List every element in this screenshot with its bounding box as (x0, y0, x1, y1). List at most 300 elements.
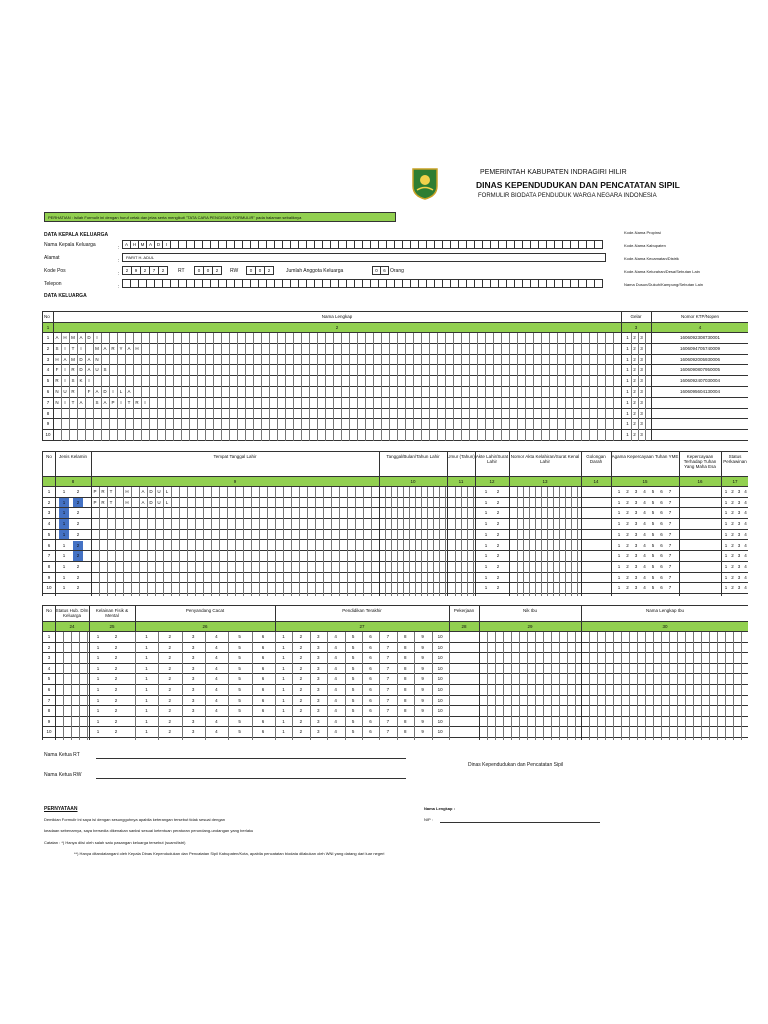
pendidikan-option[interactable]: 1 (282, 644, 285, 650)
pendidikan-option[interactable]: 7 (386, 665, 390, 671)
cacat-option[interactable]: 3 (191, 718, 195, 724)
gelar-option[interactable]: 2 (633, 410, 636, 416)
agama-option[interactable]: 4 (643, 542, 646, 548)
status-option[interactable]: 1 (724, 510, 728, 516)
cacat-option[interactable]: 3 (191, 634, 195, 639)
pendidikan-option[interactable]: 2 (299, 708, 303, 714)
pendidikan-option[interactable]: 2 (299, 697, 303, 703)
gender-option-1[interactable]: 1 (62, 542, 66, 548)
pendidikan-option[interactable]: 4 (334, 697, 337, 703)
pendidikan-option[interactable]: 6 (369, 655, 372, 661)
char-box[interactable]: 2 (264, 266, 274, 275)
pendidikan-option[interactable]: 5 (351, 697, 355, 703)
pendidikan-option[interactable]: 3 (317, 655, 320, 661)
agama-option[interactable]: 6 (660, 499, 663, 505)
cacat-option[interactable]: 1 (145, 676, 148, 682)
gender-option-2[interactable]: 2 (76, 521, 80, 527)
akte-option[interactable]: 2 (496, 521, 500, 527)
status-option[interactable]: 2 (731, 574, 734, 580)
status-option[interactable]: 3 (737, 499, 741, 505)
pendidikan-option[interactable]: 6 (369, 687, 372, 692)
char-box[interactable]: 0 (203, 266, 213, 275)
agama-option[interactable]: 7 (668, 521, 672, 527)
akte-option[interactable]: 2 (496, 531, 500, 537)
akte-option[interactable]: 2 (496, 542, 500, 548)
pendidikan-option[interactable]: 1 (282, 676, 285, 682)
cacat-option[interactable]: 6 (261, 697, 265, 703)
agama-option[interactable]: 4 (643, 489, 646, 494)
gelar-option[interactable]: 2 (633, 389, 636, 394)
pendidikan-option[interactable]: 8 (404, 729, 407, 735)
cacat-option[interactable]: 3 (191, 729, 195, 735)
agama-option[interactable]: 4 (643, 553, 646, 559)
gelar-option[interactable]: 1 (626, 378, 629, 384)
agama-option[interactable]: 1 (617, 499, 621, 505)
status-option[interactable]: 3 (737, 510, 741, 516)
status-option[interactable]: 3 (737, 521, 741, 527)
pendidikan-option[interactable]: 6 (369, 718, 372, 724)
pendidikan-option[interactable]: 10 (437, 729, 443, 735)
gelar-option[interactable]: 3 (640, 421, 643, 427)
pendidikan-option[interactable]: 3 (317, 687, 320, 692)
cacat-option[interactable]: 6 (261, 634, 265, 639)
pendidikan-option[interactable]: 10 (437, 665, 443, 671)
pendidikan-option[interactable]: 10 (437, 697, 443, 703)
akte-option[interactable]: 1 (484, 542, 488, 548)
status-option[interactable]: 1 (724, 574, 728, 580)
char-box[interactable]: D (154, 240, 163, 249)
agama-option[interactable]: 2 (626, 499, 629, 505)
gelar-option[interactable]: 1 (626, 345, 629, 351)
gelar-option[interactable]: 1 (626, 389, 629, 394)
agama-option[interactable]: 4 (643, 574, 646, 580)
cacat-option[interactable]: 5 (238, 634, 241, 639)
pendidikan-option[interactable]: 2 (299, 665, 303, 671)
pendidikan-option[interactable]: 9 (421, 676, 424, 682)
pendidikan-option[interactable]: 9 (421, 665, 424, 671)
char-box[interactable]: 2 (158, 266, 168, 275)
pendidikan-option[interactable]: 5 (351, 634, 355, 639)
pendidikan-option[interactable]: 10 (437, 634, 443, 639)
kelainan-option[interactable]: 1 (96, 676, 100, 682)
gelar-option[interactable]: 3 (640, 432, 643, 438)
pendidikan-option[interactable]: 7 (386, 655, 390, 661)
akte-option[interactable]: 2 (496, 510, 500, 516)
cacat-option[interactable]: 4 (215, 708, 218, 714)
cacat-option[interactable]: 5 (238, 697, 241, 703)
pendidikan-option[interactable]: 7 (386, 708, 390, 714)
char-box[interactable]: 6 (380, 266, 389, 275)
kelainan-option[interactable]: 2 (114, 697, 118, 703)
cacat-option[interactable]: 1 (145, 644, 148, 650)
cacat-option[interactable]: 3 (191, 655, 195, 661)
cacat-option[interactable]: 2 (168, 708, 172, 714)
agama-option[interactable]: 5 (651, 521, 655, 527)
pendidikan-option[interactable]: 8 (404, 697, 407, 703)
gender-option-1[interactable]: 1 (59, 530, 69, 540)
agama-option[interactable]: 6 (660, 563, 663, 569)
agama-option[interactable]: 1 (617, 542, 621, 548)
pendidikan-option[interactable]: 8 (404, 676, 407, 682)
status-option[interactable]: 3 (737, 542, 741, 548)
pendidikan-option[interactable]: 6 (369, 676, 372, 682)
pendidikan-option[interactable]: 8 (404, 718, 407, 724)
kelainan-option[interactable]: 1 (96, 697, 100, 703)
status-option[interactable]: 2 (731, 585, 734, 591)
agama-option[interactable]: 4 (643, 521, 646, 527)
agama-option[interactable]: 2 (626, 489, 629, 494)
akte-option[interactable]: 2 (496, 489, 500, 494)
cacat-option[interactable]: 4 (215, 665, 218, 671)
akte-option[interactable]: 2 (496, 563, 500, 569)
status-option[interactable]: 1 (724, 489, 728, 494)
agama-option[interactable]: 2 (626, 542, 629, 548)
pendidikan-option[interactable]: 5 (351, 687, 355, 692)
gender-option-2[interactable]: 2 (73, 498, 83, 508)
pendidikan-option[interactable]: 10 (437, 655, 443, 661)
cacat-option[interactable]: 6 (261, 644, 265, 650)
gelar-option[interactable]: 3 (640, 378, 643, 384)
agama-option[interactable]: 5 (651, 499, 655, 505)
agama-option[interactable]: 3 (634, 499, 638, 505)
pendidikan-option[interactable]: 10 (437, 687, 443, 692)
pendidikan-option[interactable]: 9 (421, 729, 424, 735)
akte-option[interactable]: 1 (484, 521, 488, 527)
kelainan-option[interactable]: 2 (114, 687, 118, 692)
cacat-option[interactable]: 6 (261, 708, 265, 714)
agama-option[interactable]: 5 (651, 542, 655, 548)
char-box[interactable]: A (146, 240, 155, 249)
pendidikan-option[interactable]: 2 (299, 676, 303, 682)
status-option[interactable]: 3 (737, 531, 741, 537)
pendidikan-option[interactable]: 9 (421, 644, 424, 650)
char-box[interactable]: 2 (140, 266, 150, 275)
pendidikan-option[interactable]: 6 (369, 644, 372, 650)
cacat-option[interactable]: 1 (145, 708, 148, 714)
agama-option[interactable]: 2 (626, 585, 629, 591)
agama-option[interactable]: 7 (668, 510, 672, 516)
cacat-option[interactable]: 2 (168, 729, 172, 735)
pendidikan-option[interactable]: 7 (386, 634, 390, 639)
char-box[interactable]: 2 (122, 266, 132, 275)
agama-option[interactable]: 1 (617, 574, 621, 580)
status-option[interactable]: 4 (744, 499, 747, 505)
agama-option[interactable]: 7 (668, 563, 672, 569)
char-box[interactable]: M (138, 240, 147, 249)
pendidikan-option[interactable]: 2 (299, 718, 303, 724)
agama-option[interactable]: 5 (651, 553, 655, 559)
gender-option-2[interactable]: 2 (76, 531, 80, 537)
status-option[interactable]: 1 (724, 585, 728, 591)
char-box[interactable]: 7 (149, 266, 159, 275)
status-option[interactable]: 2 (731, 553, 734, 559)
gelar-option[interactable]: 1 (626, 367, 629, 373)
pendidikan-option[interactable]: 8 (404, 665, 407, 671)
gender-option-2[interactable]: 2 (76, 574, 80, 580)
cacat-option[interactable]: 4 (215, 697, 218, 703)
pendidikan-option[interactable]: 6 (369, 634, 372, 639)
char-box[interactable] (594, 279, 603, 288)
pendidikan-option[interactable]: 8 (404, 634, 407, 639)
cacat-option[interactable]: 5 (238, 665, 241, 671)
agama-option[interactable]: 2 (626, 521, 629, 527)
agama-option[interactable]: 1 (617, 489, 621, 494)
pendidikan-option[interactable]: 10 (437, 708, 443, 714)
akte-option[interactable]: 2 (496, 574, 500, 580)
gender-option-1[interactable]: 1 (62, 574, 66, 580)
pendidikan-option[interactable]: 4 (334, 729, 337, 735)
cacat-option[interactable]: 5 (238, 729, 241, 735)
pendidikan-option[interactable]: 9 (421, 718, 424, 724)
pendidikan-option[interactable]: 4 (334, 665, 337, 671)
cacat-option[interactable]: 1 (145, 655, 148, 661)
gelar-option[interactable]: 2 (633, 378, 636, 384)
status-option[interactable]: 4 (744, 542, 747, 548)
status-option[interactable]: 4 (744, 521, 747, 527)
char-box[interactable]: A (122, 240, 131, 249)
status-option[interactable]: 2 (731, 521, 734, 527)
telepon-boxes[interactable] (122, 279, 606, 289)
status-option[interactable]: 3 (737, 574, 741, 580)
cacat-option[interactable]: 2 (168, 676, 172, 682)
agama-option[interactable]: 3 (634, 489, 638, 494)
gelar-option[interactable]: 3 (640, 335, 643, 340)
pendidikan-option[interactable]: 3 (317, 697, 320, 703)
gelar-option[interactable]: 1 (626, 335, 629, 340)
agama-option[interactable]: 4 (643, 499, 646, 505)
pendidikan-option[interactable]: 4 (334, 687, 337, 692)
pendidikan-option[interactable]: 3 (317, 729, 320, 735)
agama-option[interactable]: 7 (668, 585, 672, 591)
agama-option[interactable]: 3 (634, 574, 638, 580)
agama-option[interactable]: 1 (617, 510, 621, 516)
cacat-option[interactable]: 2 (168, 697, 172, 703)
agama-option[interactable]: 7 (668, 542, 672, 548)
pendidikan-option[interactable]: 7 (386, 687, 390, 692)
pendidikan-option[interactable]: 2 (299, 729, 303, 735)
pendidikan-option[interactable]: 1 (282, 634, 285, 639)
kelainan-option[interactable]: 2 (114, 665, 118, 671)
char-box[interactable]: 9 (131, 266, 141, 275)
gelar-option[interactable]: 3 (640, 356, 643, 362)
akte-option[interactable]: 1 (484, 489, 488, 494)
agama-option[interactable]: 2 (626, 563, 629, 569)
pendidikan-option[interactable]: 5 (351, 708, 355, 714)
pendidikan-option[interactable]: 2 (299, 687, 303, 692)
agama-option[interactable]: 1 (617, 531, 621, 537)
gender-option-2[interactable]: 2 (76, 489, 80, 494)
cacat-option[interactable]: 3 (191, 697, 195, 703)
agama-option[interactable]: 6 (660, 489, 663, 494)
agama-option[interactable]: 3 (634, 542, 638, 548)
cacat-option[interactable]: 4 (215, 634, 218, 639)
char-box[interactable] (594, 240, 603, 249)
pendidikan-option[interactable]: 4 (334, 708, 337, 714)
agama-option[interactable]: 3 (634, 531, 638, 537)
status-option[interactable]: 3 (737, 553, 741, 559)
agama-option[interactable]: 5 (651, 585, 655, 591)
gelar-option[interactable]: 2 (633, 356, 636, 362)
pendidikan-option[interactable]: 3 (317, 665, 320, 671)
agama-option[interactable]: 5 (651, 574, 655, 580)
akte-option[interactable]: 1 (484, 510, 488, 516)
status-option[interactable]: 4 (744, 510, 747, 516)
pendidikan-option[interactable]: 6 (369, 697, 372, 703)
status-option[interactable]: 4 (744, 531, 747, 537)
cacat-option[interactable]: 1 (145, 718, 148, 724)
pendidikan-option[interactable]: 2 (299, 644, 303, 650)
pendidikan-option[interactable]: 3 (317, 708, 320, 714)
gender-option-2[interactable]: 2 (73, 541, 83, 551)
status-option[interactable]: 2 (731, 510, 734, 516)
status-option[interactable]: 3 (737, 563, 741, 569)
cacat-option[interactable]: 5 (238, 708, 241, 714)
cacat-option[interactable]: 6 (261, 676, 265, 682)
pendidikan-option[interactable]: 4 (334, 718, 337, 724)
char-box[interactable]: H (130, 240, 139, 249)
pendidikan-option[interactable]: 8 (404, 655, 407, 661)
agama-option[interactable]: 7 (668, 499, 672, 505)
pendidikan-option[interactable]: 7 (386, 729, 390, 735)
pendidikan-option[interactable]: 7 (386, 718, 390, 724)
cacat-option[interactable]: 2 (168, 687, 172, 692)
pendidikan-option[interactable]: 4 (334, 655, 337, 661)
pendidikan-option[interactable]: 4 (334, 634, 337, 639)
status-option[interactable]: 4 (744, 574, 747, 580)
pendidikan-option[interactable]: 7 (386, 697, 390, 703)
gender-option-1[interactable]: 1 (62, 489, 66, 494)
gender-option-1[interactable]: 1 (62, 553, 66, 559)
pendidikan-option[interactable]: 10 (437, 644, 443, 650)
pendidikan-option[interactable]: 6 (369, 665, 372, 671)
gelar-option[interactable]: 1 (626, 356, 629, 362)
pendidikan-option[interactable]: 1 (282, 655, 285, 661)
agama-option[interactable]: 7 (668, 574, 672, 580)
status-option[interactable]: 4 (744, 585, 747, 591)
pendidikan-option[interactable]: 1 (282, 729, 285, 735)
cacat-option[interactable]: 5 (238, 676, 241, 682)
akte-option[interactable]: 1 (484, 499, 488, 505)
pendidikan-option[interactable]: 7 (386, 644, 390, 650)
status-option[interactable]: 1 (724, 563, 728, 569)
gelar-option[interactable]: 1 (626, 432, 629, 438)
char-box[interactable]: 0 (194, 266, 204, 275)
pendidikan-option[interactable]: 5 (351, 718, 355, 724)
pendidikan-option[interactable]: 7 (386, 676, 390, 682)
agama-option[interactable]: 1 (617, 521, 621, 527)
cacat-option[interactable]: 4 (215, 676, 218, 682)
kelainan-option[interactable]: 2 (114, 718, 118, 724)
cacat-option[interactable]: 3 (191, 687, 195, 692)
akte-option[interactable]: 1 (484, 553, 488, 559)
cacat-option[interactable]: 6 (261, 718, 265, 724)
agama-option[interactable]: 4 (643, 531, 646, 537)
kelainan-option[interactable]: 2 (114, 655, 118, 661)
agama-option[interactable]: 7 (668, 531, 672, 537)
pendidikan-option[interactable]: 10 (437, 676, 443, 682)
gelar-option[interactable]: 3 (640, 389, 643, 394)
agama-option[interactable]: 6 (660, 585, 663, 591)
gender-option-1[interactable]: 1 (59, 498, 69, 508)
pendidikan-option[interactable]: 4 (334, 676, 337, 682)
pendidikan-option[interactable]: 9 (421, 655, 424, 661)
agama-option[interactable]: 6 (660, 510, 663, 516)
status-option[interactable]: 2 (731, 563, 734, 569)
gender-option-1[interactable]: 1 (59, 519, 69, 529)
pendidikan-option[interactable]: 6 (369, 708, 372, 714)
gelar-option[interactable]: 2 (633, 421, 636, 427)
agama-option[interactable]: 5 (651, 563, 655, 569)
cacat-option[interactable]: 6 (261, 687, 265, 692)
agama-option[interactable]: 3 (634, 563, 638, 569)
cacat-option[interactable]: 4 (215, 729, 218, 735)
pendidikan-option[interactable]: 1 (282, 708, 285, 714)
char-box[interactable]: 0 (246, 266, 256, 275)
status-option[interactable]: 1 (724, 553, 728, 559)
status-option[interactable]: 2 (731, 542, 734, 548)
kelainan-option[interactable]: 2 (114, 676, 118, 682)
char-box[interactable]: I (162, 240, 171, 249)
cacat-option[interactable]: 6 (261, 665, 265, 671)
kelainan-option[interactable]: 1 (96, 687, 100, 692)
pendidikan-option[interactable]: 5 (351, 676, 355, 682)
status-option[interactable]: 4 (744, 563, 747, 569)
gelar-option[interactable]: 2 (633, 335, 636, 340)
char-box[interactable]: 0 (255, 266, 265, 275)
agama-option[interactable]: 3 (634, 585, 638, 591)
pendidikan-option[interactable]: 10 (437, 718, 443, 724)
pendidikan-option[interactable]: 5 (351, 655, 355, 661)
status-option[interactable]: 1 (724, 542, 728, 548)
cacat-option[interactable]: 6 (261, 655, 265, 661)
cacat-option[interactable]: 1 (145, 697, 148, 703)
status-option[interactable]: 3 (737, 585, 741, 591)
status-option[interactable]: 2 (731, 531, 734, 537)
pendidikan-option[interactable]: 3 (317, 644, 320, 650)
cacat-option[interactable]: 3 (191, 644, 195, 650)
pendidikan-option[interactable]: 5 (351, 644, 355, 650)
gelar-option[interactable]: 1 (626, 421, 629, 427)
pendidikan-option[interactable]: 4 (334, 644, 337, 650)
status-option[interactable]: 1 (724, 521, 728, 527)
akte-option[interactable]: 1 (484, 585, 488, 591)
cacat-option[interactable]: 4 (215, 644, 218, 650)
gelar-option[interactable]: 3 (640, 399, 643, 405)
gelar-option[interactable]: 2 (633, 399, 636, 405)
akte-option[interactable]: 1 (484, 531, 488, 537)
pendidikan-option[interactable]: 3 (317, 634, 320, 639)
kelainan-option[interactable]: 1 (96, 729, 100, 735)
agama-option[interactable]: 4 (643, 510, 646, 516)
gelar-option[interactable]: 1 (626, 399, 629, 405)
agama-option[interactable]: 5 (651, 489, 655, 494)
status-option[interactable]: 2 (731, 489, 734, 494)
cacat-option[interactable]: 6 (261, 729, 265, 735)
agama-option[interactable]: 2 (626, 531, 629, 537)
cacat-option[interactable]: 3 (191, 676, 195, 682)
pendidikan-option[interactable]: 1 (282, 697, 285, 703)
alamat-field[interactable]: PARIT H. ADUL (122, 253, 606, 262)
cacat-option[interactable]: 2 (168, 665, 172, 671)
cacat-option[interactable]: 1 (145, 729, 148, 735)
akte-option[interactable]: 1 (484, 563, 488, 569)
gelar-option[interactable]: 2 (633, 432, 636, 438)
pendidikan-option[interactable]: 3 (317, 718, 320, 724)
akte-option[interactable]: 2 (496, 553, 500, 559)
gender-option-1[interactable]: 1 (62, 585, 66, 591)
gelar-option[interactable]: 3 (640, 367, 643, 373)
agama-option[interactable]: 1 (617, 563, 621, 569)
